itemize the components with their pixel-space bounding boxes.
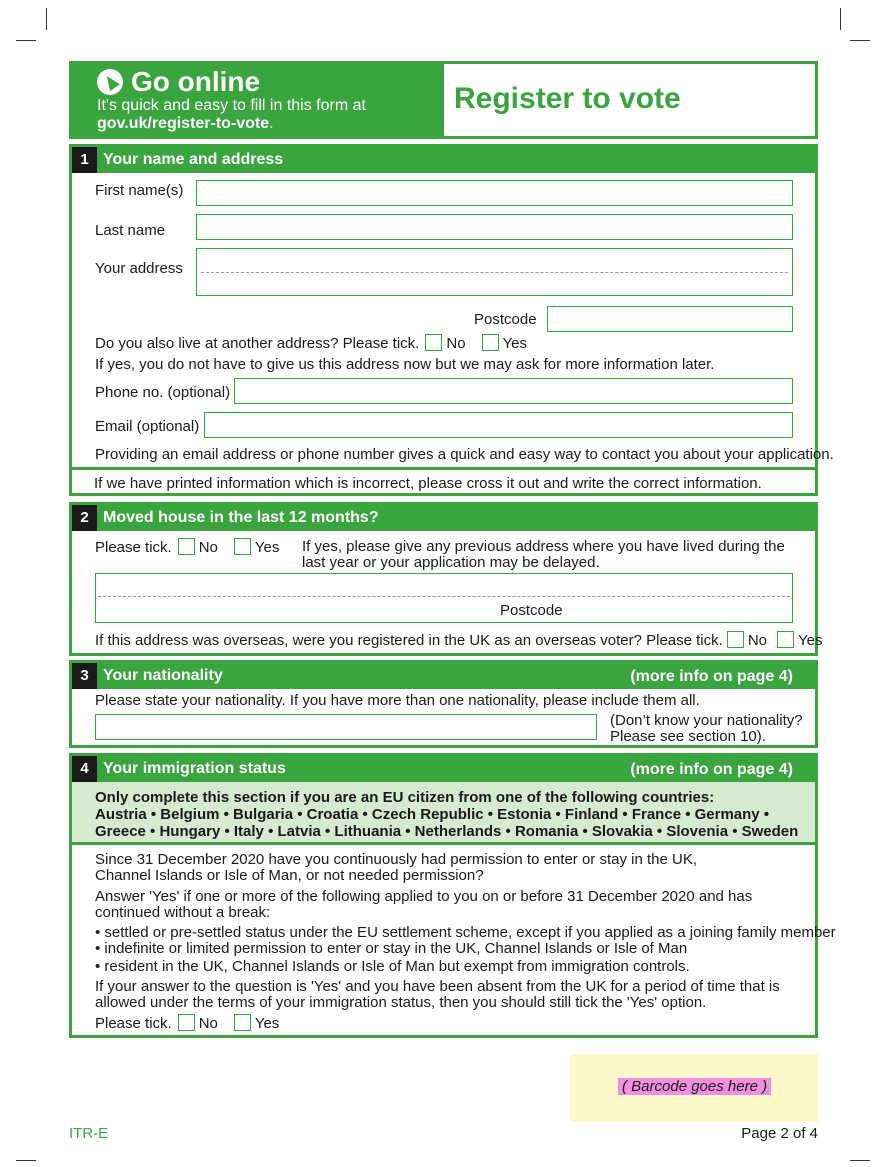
barcode-area — [570, 1054, 818, 1122]
another-address-note: If yes, you do not have to give us this address now but we may ask for more information later. — [95, 356, 715, 373]
cursor-icon — [97, 69, 123, 95]
contact-note: Providing an email address or phone number gives a quick and easy way to contact you about your application. — [95, 446, 834, 463]
eu-countries-box — [72, 782, 815, 845]
previous-address-note-2: last year or your application may be delayed. — [302, 554, 600, 571]
immigration-no-checkbox[interactable] — [178, 1014, 195, 1031]
moved-yes-checkbox[interactable] — [234, 538, 251, 555]
section-name-address — [69, 144, 834, 496]
crop-mark — [16, 40, 36, 41]
answer-guidance-1: Answer 'Yes' if one or more of the following applied to you on or before 31 December 2020 and has — [95, 888, 753, 905]
nationality-instruction: Please state your nationality. If you have more than one nationality, please include them all. — [95, 692, 700, 709]
form-title-box — [444, 64, 815, 136]
last-name-field[interactable] — [196, 214, 793, 240]
email-field[interactable] — [204, 412, 793, 438]
crop-mark — [46, 8, 47, 30]
go-online-panel: Go online It's quick and easy to fill in this form at gov.uk/register-to-vote. — [97, 66, 366, 132]
section-number: 4 — [72, 756, 97, 782]
previous-address-note-1: If yes, please give any previous address where you have lived during the — [302, 538, 785, 555]
postcode-field[interactable] — [547, 306, 793, 332]
form-title: Register to vote — [454, 82, 681, 115]
section-moved-house — [69, 502, 823, 656]
immigration-question-1: Since 31 December 2020 have you continuously had permission to enter or stay in the UK, — [95, 851, 698, 868]
crop-mark — [850, 1160, 870, 1161]
barcode-placeholder: ( Barcode goes here ) — [618, 1078, 771, 1095]
printed-info-note: If we have printed information which is incorrect, please cross it out and write the correct information. — [94, 475, 762, 492]
go-online-text: It's quick and easy to fill in this form at — [97, 97, 366, 114]
another-address-yes-checkbox[interactable] — [482, 334, 499, 351]
previous-address-field[interactable] — [95, 573, 793, 623]
overseas-no-checkbox[interactable] — [727, 631, 744, 648]
moved-no-checkbox[interactable] — [178, 538, 195, 555]
phone-field[interactable] — [234, 378, 793, 404]
moved-house-question: Please tick. No Yes — [95, 539, 280, 556]
crop-mark — [850, 40, 870, 41]
form-code: ITR-E — [69, 1125, 109, 1142]
eu-intro: Only complete this section if you are an EU citizen from one of the following countries: — [95, 789, 715, 806]
another-address-no-checkbox[interactable] — [425, 334, 442, 351]
section-number: 2 — [72, 505, 97, 531]
section-title: Your immigration status — [103, 760, 286, 777]
crop-mark — [840, 8, 841, 30]
address-label: Your address — [95, 260, 183, 277]
register-url-link[interactable]: gov.uk/register-to-vote — [97, 115, 270, 132]
first-name-label: First name(s) — [95, 182, 184, 199]
overseas-yes-checkbox[interactable] — [777, 631, 794, 648]
crop-mark — [16, 1160, 36, 1161]
immigration-question-2: Channel Islands or Isle of Man, or not needed permission? — [95, 867, 484, 884]
overseas-question: If this address was overseas, were you registered in the UK as an overseas voter? Please tick. No Yes — [95, 632, 823, 649]
section-number: 3 — [72, 663, 97, 689]
nationality-field[interactable] — [95, 714, 597, 740]
bullet-settled-status: • settled or pre-settled status under the EU settlement scheme, except if you applied as a joining family member — [95, 924, 836, 941]
email-label: Email (optional) — [95, 418, 200, 435]
section-nationality — [69, 660, 818, 748]
section-title: Your nationality — [103, 667, 223, 684]
eu-countries-line-2: Greece • Hungary • Italy • Latvia • Lithuania • Netherlands • Romania • Slovakia • Slovenia • Sweden — [95, 823, 799, 840]
dont-know-note-2: Please see section 10). — [610, 728, 766, 745]
first-name-field[interactable] — [196, 180, 793, 206]
dont-know-note-1: (Don’t know your nationality? — [610, 712, 803, 729]
absent-note-1: If your answer to the question is 'Yes' and you have been absent from the UK for a period of time that is — [95, 978, 780, 995]
go-online-title: Go online — [131, 66, 261, 97]
eu-countries-line-1: Austria • Belgium • Bulgaria • Croatia • Czech Republic • Estonia • Finland • France • Germany • — [95, 806, 770, 823]
more-info-link[interactable]: (more info on page 4) — [630, 761, 793, 778]
section-immigration-status — [69, 753, 836, 1038]
last-name-label: Last name — [95, 222, 166, 239]
section-number: 1 — [72, 147, 97, 173]
phone-label: Phone no. (optional) — [95, 384, 231, 401]
more-info-link[interactable]: (more info on page 4) — [630, 668, 793, 685]
answer-guidance-2: continued without a break: — [95, 904, 271, 921]
previous-postcode-label: Postcode — [500, 602, 563, 619]
bullet-permission: • indefinite or limited permission to enter or stay in the UK, Channel Islands or Isle of Man — [95, 940, 688, 957]
bullet-exempt: • resident in the UK, Channel Islands or Isle of Man but exempt from immigration controls. — [95, 958, 690, 975]
section-title: Your name and address — [103, 151, 284, 168]
page-number: Page 2 of 4 — [741, 1125, 818, 1142]
section-title: Moved house in the last 12 months? — [103, 509, 379, 526]
postcode-label: Postcode — [474, 311, 537, 328]
another-address-question: Do you also live at another address? Please tick. No Yes — [95, 335, 528, 352]
absent-note-2: allowed under the terms of your immigration status, then you should still tick the 'Yes' option. — [95, 994, 707, 1011]
header-banner — [69, 61, 818, 139]
address-field[interactable] — [196, 248, 793, 296]
immigration-tick-question: Please tick. No Yes — [95, 1015, 280, 1032]
immigration-yes-checkbox[interactable] — [234, 1014, 251, 1031]
